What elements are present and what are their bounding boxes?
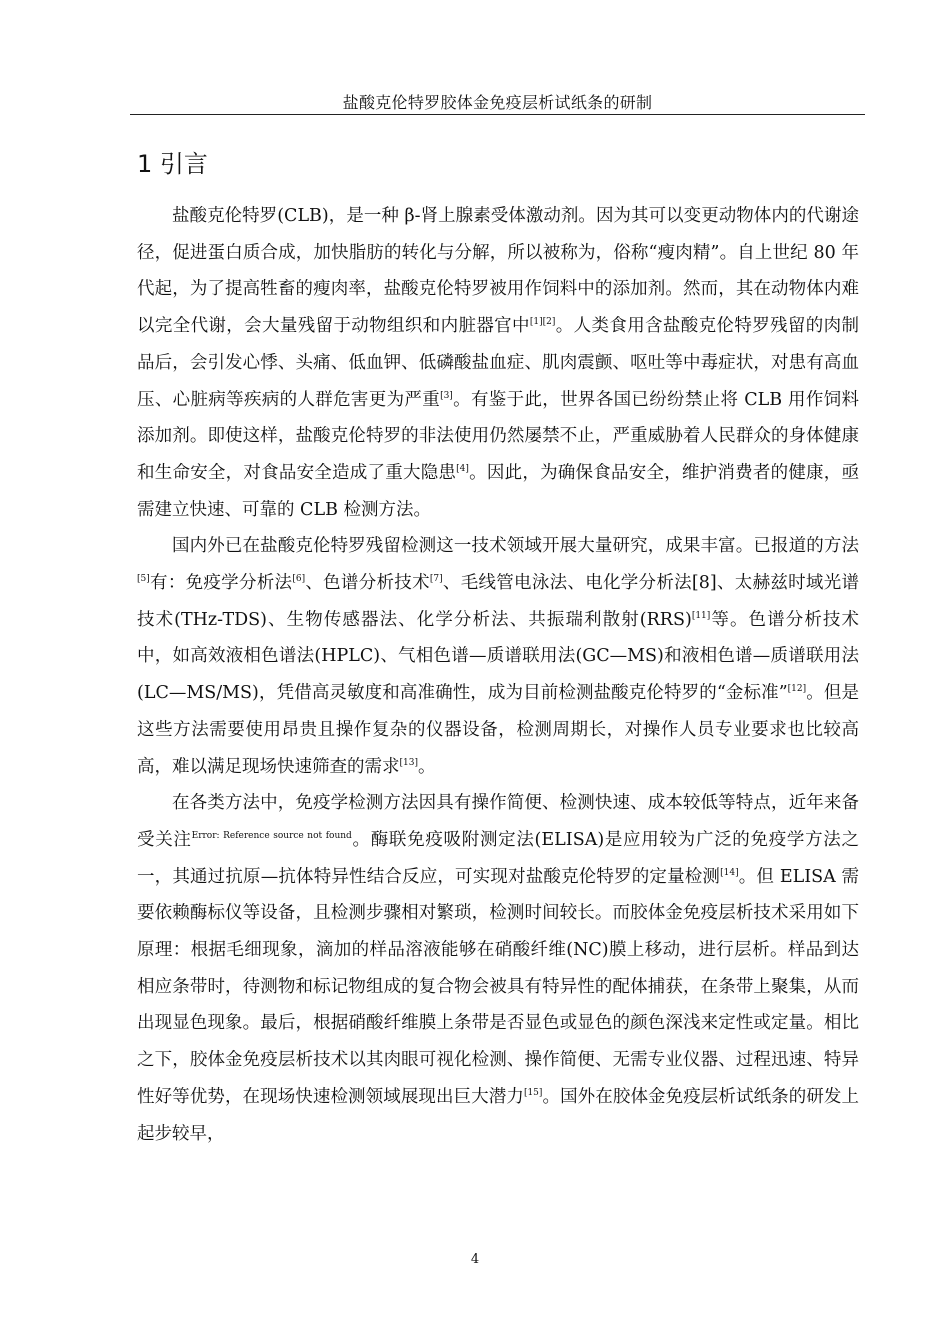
paragraph-2: 国内外已在盐酸克伦特罗残留检测这一技术领域开展大量研究，成果丰富。已报道的方法[5]有：免疫学分析法[6]、色谱分析技术[7]、毛线管电泳法、电化学分析法[8]、太赫兹时域光谱技术(THz-TDS)、生物传感器法、化学分析法、共振瑞利散射(RRS)[11]等。色谱分析技术中，如高效液相色谱法(HPLC)、气相色谱—质谱联用法(GC—MS)和液相色谱—质谱联用法(LC—MS/MS)，凭借高灵敏度和高准确性，成为目前检测盐酸克伦特罗的“金标准”[12]。但是这些方法需要使用昂贵且操作复杂的仪器设备，检测周期长，对操作人员专业要求也比较高高，难以满足现场快速筛查的需求[13]。 [137, 536, 859, 777]
body-text [137, 198, 859, 1152]
header-rule [130, 114, 865, 115]
citation: [14] [720, 867, 739, 878]
running-header: 盐酸克伦特罗胶体金免疫层析试纸条的研制 [342, 93, 653, 112]
reference-error: Error: Reference source not found [191, 831, 352, 842]
citation: [15] [523, 1088, 543, 1099]
section-heading: 1 引言 [137, 150, 208, 178]
citation: [1][2] [529, 317, 556, 328]
citation: [5] [137, 574, 150, 585]
citation: [3] [440, 390, 453, 401]
paragraph-3: 在各类方法中，免疫学检测方法因具有操作简便、检测快速、成本较低等特点，近年来备受关注$^{Error: Reference source not found}$。酶联免疫吸附测定法(ELISA)是应用较为广泛的免疫学方法之一，其通过抗原—抗体特异性结合反应，可实现对盐酸克伦特罗的定量检测[14]。但 ELISA 需要依赖酶标仪等设备，且检测步骤相对繁琐，检测时间较长。而胶体金免疫层析技术采用如下原理：根据毛细现象，滴加的样品溶液能够在硝酸纤维(NC)膜上移动，进行层析。样品到达相应条带时，待测物和标记物组成的复合物会被具有特异性的配体捕获，在条带上聚集，从而出现显色现象。最后，根据硝酸纤维膜上条带是否显色或显色的颜色深浅来定性或定量。相比之下，胶体金免疫层析技术以其肉眼可视化检测、操作简便、无需专业仪器、过程迅速、特异性好等优势，在现场快速检测领域展现出巨大潜力[15]。国外在胶体金免疫层析试纸条的研发上起步较早， [137, 793, 860, 1144]
page-number: 4 [470, 1252, 480, 1267]
citation: [6] [292, 574, 306, 585]
citation: [4] [456, 464, 469, 475]
citation: [13] [399, 757, 418, 768]
citation: [12] [787, 684, 807, 695]
citation: [11] [691, 610, 711, 621]
paragraph-1: 盐酸克伦特罗(CLB)，是一种 β-肾上腺素受体激动剂。因为其可以变更动物体内的代谢途径，促进蛋白质合成，加快脂肪的转化与分解，所以被称为，俗称“瘦肉精”。自上世纪 80 年代起，为了提高牲畜的瘦肉率，盐酸克伦特罗被用作饲料中的添加剂。然而，其在动物体内难以完全代谢，会大量残留于动物组织和内脏器官中[1][2]。人类食用含盐酸克伦特罗残留的肉制品后，会引发心悸、头痛、低血钾、低磷酸盐血症、肌肉震颤、呕吐等中毒症状，对患有高血压、心脏病等疾病的人群危害更为严重[3]。有鉴于此，世界各国已纷纷禁止将 CLB 用作饲料添加剂。即使这样，盐酸克伦特罗的非法使用仍然屡禁不止，严重威胁着人民群众的身体健康和生命安全，对食品安全造成了重大隐患[4]。因此，为确保食品安全，维护消费者的健康，亟需建立快速、可靠的 CLB 检测方法。 [137, 206, 860, 520]
citation: [7] [429, 574, 443, 585]
